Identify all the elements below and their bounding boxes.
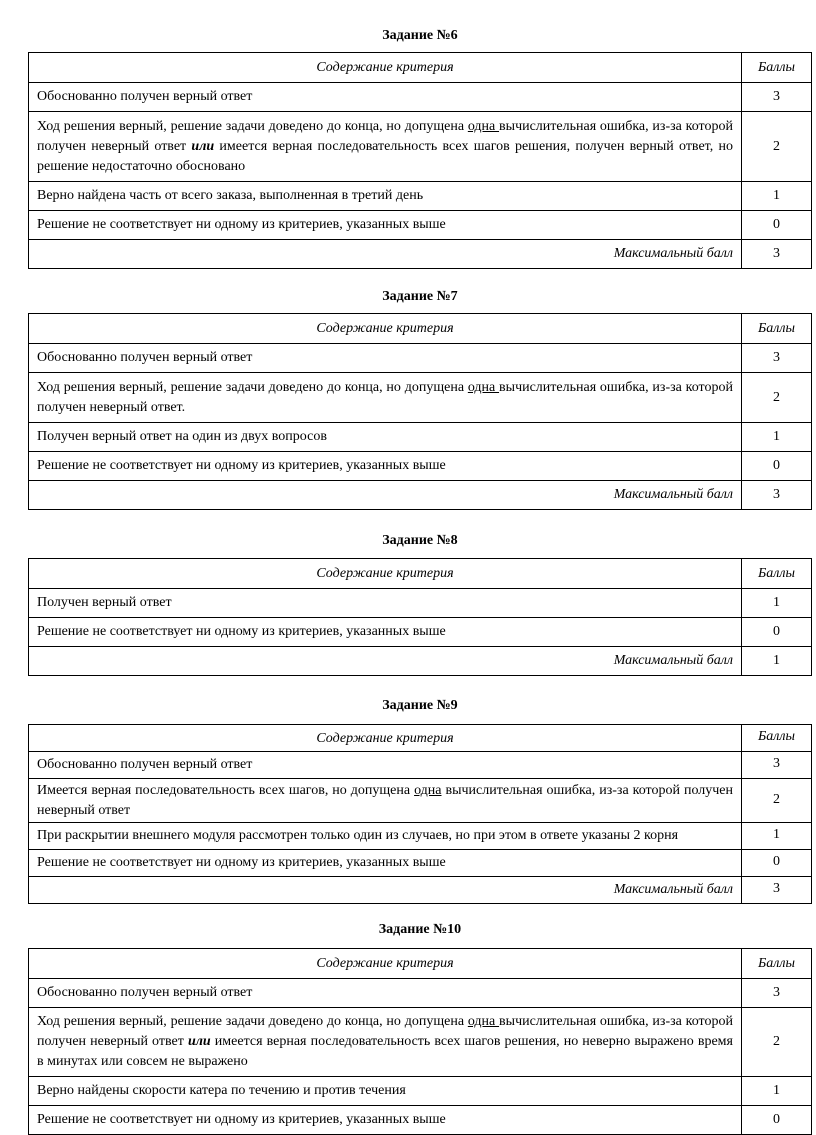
points-value: 3 bbox=[742, 979, 812, 1008]
criteria-header: Содержание критерия bbox=[29, 559, 742, 589]
points-header: Баллы bbox=[742, 559, 812, 589]
criteria-text: Решение не соответствует ни одному из критериев, указанных выше bbox=[29, 452, 742, 481]
criteria-text bbox=[29, 1008, 742, 1077]
points-value: 0 bbox=[742, 618, 812, 647]
criteria-text-part: вычислительная ошибка, из-за которой получен неверный ответ bbox=[37, 782, 733, 818]
max-score-row bbox=[29, 481, 812, 510]
task-7-title: Задание №7 bbox=[382, 289, 458, 304]
points-value: 2 bbox=[742, 1008, 812, 1077]
max-score-row bbox=[29, 647, 812, 676]
task-6-title: Задание №6 bbox=[382, 28, 458, 43]
criteria-text-part: имеется верная последовательность всех шагов решения, получен верный ответ, но решение недостаточно обосновано bbox=[37, 138, 733, 174]
criteria-text: Обоснованно получен верный ответ bbox=[29, 752, 742, 779]
points-value: 2 bbox=[742, 779, 812, 823]
table-row bbox=[29, 979, 812, 1008]
table-row bbox=[29, 211, 812, 240]
points-value: 2 bbox=[742, 112, 812, 182]
table-row bbox=[29, 589, 812, 618]
criteria-text: Решение не соответствует ни одному из критериев, указанных выше bbox=[29, 211, 742, 240]
criteria-text: Решение не соответствует ни одному из критериев, указанных выше bbox=[29, 1106, 742, 1135]
points-value: 2 bbox=[742, 373, 812, 423]
criteria-text: Верно найдены скорости катера по течению и против течения bbox=[29, 1077, 742, 1106]
criteria-text-part: Имеется верная последовательность всех шагов, но допущена bbox=[37, 782, 415, 798]
criteria-text: Обоснованно получен верный ответ bbox=[29, 83, 742, 112]
points-value: 3 bbox=[742, 752, 812, 779]
table-row bbox=[29, 452, 812, 481]
table-row bbox=[29, 1077, 812, 1106]
criteria-text: При раскрытии внешнего модуля рассмотрен только один из случаев, но при этом в ответе указаны 2 корня bbox=[29, 823, 742, 850]
table-row bbox=[29, 423, 812, 452]
table-row bbox=[29, 618, 812, 647]
table-row bbox=[29, 752, 812, 779]
table-row bbox=[29, 779, 812, 823]
points-value: 1 bbox=[742, 823, 812, 850]
table-row bbox=[29, 373, 812, 423]
criteria-text: Получен верный ответ на один из двух вопросов bbox=[29, 423, 742, 452]
table-header-row bbox=[29, 949, 812, 979]
task-9-title: Задание №9 bbox=[382, 698, 458, 713]
max-score-value: 3 bbox=[742, 240, 812, 269]
criteria-header: Содержание критерия bbox=[29, 725, 742, 752]
points-header: Баллы bbox=[742, 314, 812, 344]
points-value: 0 bbox=[742, 452, 812, 481]
criteria-text: Решение не соответствует ни одному из критериев, указанных выше bbox=[29, 618, 742, 647]
table-header-row bbox=[29, 725, 812, 752]
task-10-title: Задание №10 bbox=[378, 922, 462, 937]
max-score-row bbox=[29, 240, 812, 269]
table-header-row bbox=[29, 53, 812, 83]
max-score-label: Максимальный балл bbox=[29, 647, 742, 676]
points-value: 1 bbox=[742, 1077, 812, 1106]
table-row bbox=[29, 112, 812, 182]
criteria-text: Решение не соответствует ни одному из критериев, указанных выше bbox=[29, 850, 742, 877]
table-header-row bbox=[29, 314, 812, 344]
points-header: Баллы bbox=[742, 949, 812, 979]
table-row bbox=[29, 1008, 812, 1077]
points-value: 1 bbox=[742, 589, 812, 618]
criteria-text: Обоснованно получен верный ответ bbox=[29, 979, 742, 1008]
points-header: Баллы bbox=[742, 53, 812, 83]
table-row bbox=[29, 823, 812, 850]
criteria-text bbox=[29, 373, 742, 423]
criteria-text bbox=[29, 112, 742, 182]
criteria-header: Содержание критерия bbox=[29, 314, 742, 344]
table-header-row bbox=[29, 559, 812, 589]
criteria-header: Содержание критерия bbox=[29, 949, 742, 979]
criteria-header: Содержание критерия bbox=[29, 53, 742, 83]
criteria-emphasis-word: или bbox=[187, 1034, 211, 1049]
criteria-text-part: Ход решения верный, решение задачи доведено до конца, но допущена bbox=[37, 379, 468, 395]
points-value: 1 bbox=[742, 423, 812, 452]
criteria-emphasis-word: или bbox=[191, 138, 215, 154]
points-header: Баллы bbox=[742, 725, 812, 752]
criteria-text: Верно найдена часть от всего заказа, выполненная в третий день bbox=[29, 182, 742, 211]
points-value: 3 bbox=[742, 83, 812, 112]
points-value: 0 bbox=[742, 850, 812, 877]
criteria-text: Получен верный ответ bbox=[29, 589, 742, 618]
table-row bbox=[29, 344, 812, 373]
task-7-table bbox=[28, 313, 812, 510]
points-value: 0 bbox=[742, 1106, 812, 1135]
max-score-row bbox=[29, 877, 812, 904]
max-score-value: 3 bbox=[742, 481, 812, 510]
table-row bbox=[29, 850, 812, 877]
task-6-table bbox=[28, 52, 812, 269]
points-value: 3 bbox=[742, 344, 812, 373]
criteria-text bbox=[29, 779, 742, 823]
max-score-label: Максимальный балл bbox=[29, 481, 742, 510]
criteria-underlined-word: одна bbox=[414, 782, 442, 798]
criteria-text-part: вычислительная ошибка, из-за которой получен неверный ответ bbox=[37, 1014, 733, 1049]
criteria-underlined-word: одна bbox=[467, 379, 500, 395]
points-value: 1 bbox=[742, 182, 812, 211]
table-row bbox=[29, 1106, 812, 1135]
criteria-text: Обоснованно получен верный ответ bbox=[29, 344, 742, 373]
table-row bbox=[29, 182, 812, 211]
max-score-label: Максимальный балл bbox=[29, 240, 742, 269]
task-9-table bbox=[28, 724, 812, 904]
criteria-text-part: Ход решения верный, решение задачи доведено до конца, но допущена bbox=[37, 1014, 468, 1029]
table-row bbox=[29, 83, 812, 112]
criteria-underlined-word: одна bbox=[467, 118, 500, 134]
max-score-value: 1 bbox=[742, 647, 812, 676]
task-8-table bbox=[28, 558, 812, 676]
criteria-underlined-word: одна bbox=[467, 1014, 500, 1029]
task-8-title: Задание №8 bbox=[382, 533, 458, 548]
criteria-text-part: вычислительная ошибка, из-за которой получен неверный ответ bbox=[37, 118, 733, 154]
max-score-value: 3 bbox=[742, 877, 812, 904]
points-value: 0 bbox=[742, 211, 812, 240]
max-score-label: Максимальный балл bbox=[29, 877, 742, 904]
criteria-text-part: вычислительная ошибка, из-за которой получен неверный ответ. bbox=[37, 379, 733, 415]
task-10-table bbox=[28, 948, 812, 1135]
criteria-text-part: Ход решения верный, решение задачи доведено до конца, но допущена bbox=[37, 118, 468, 134]
criteria-text-part: имеется верная последовательность всех шагов решения, но неверно выражено время в минутах или совсем не выражено bbox=[37, 1034, 733, 1069]
